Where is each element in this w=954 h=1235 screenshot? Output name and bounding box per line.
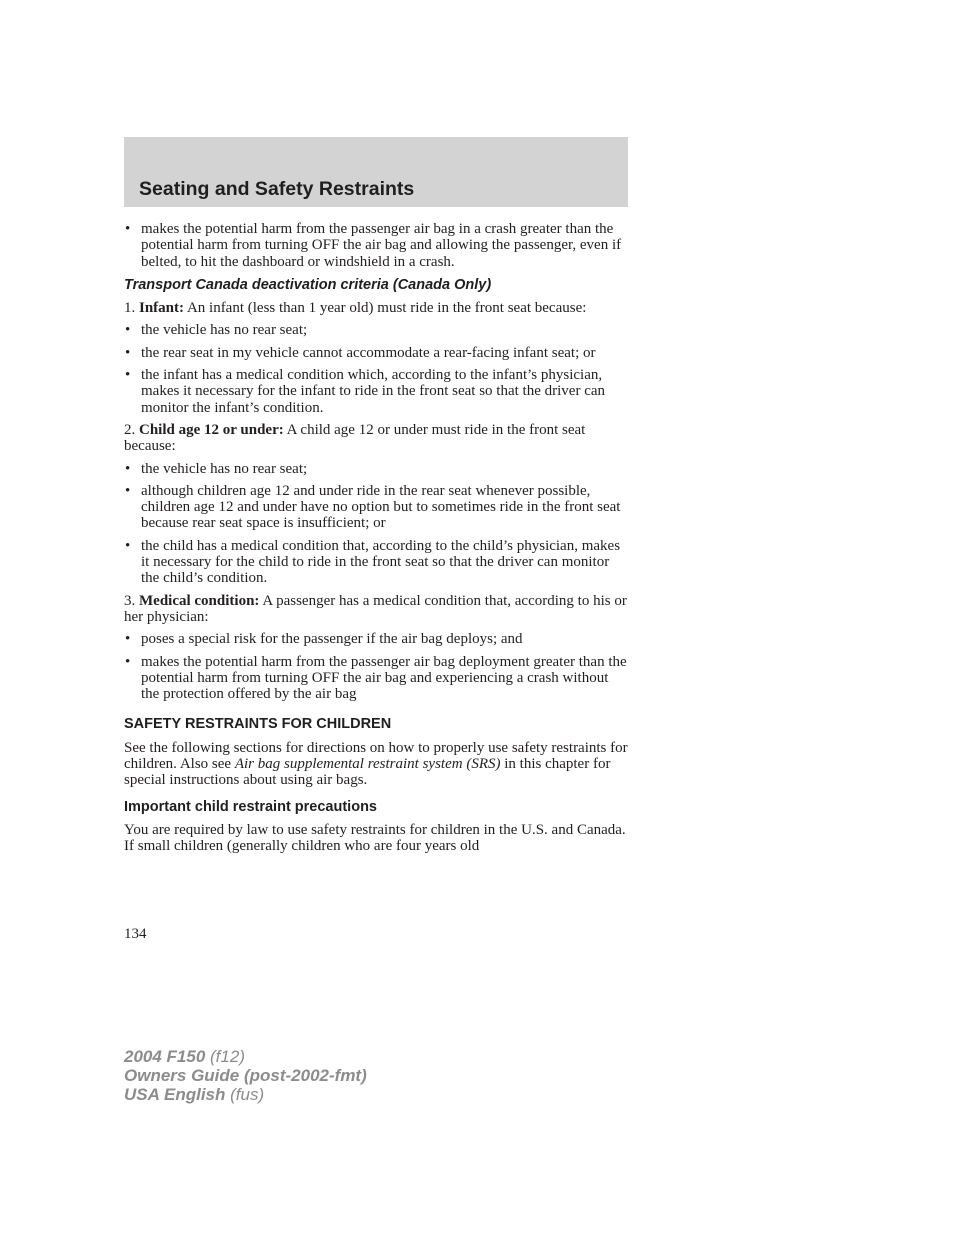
footer-guide: Owners Guide (post-2002-fmt) (124, 1066, 367, 1085)
item-label: Infant: (139, 300, 185, 317)
footer-language: USA English (124, 1085, 226, 1104)
cross-reference-link: Air bag supplemental restraint system (SRS) (234, 756, 501, 773)
list-item (124, 221, 628, 270)
bullet-icon: • (125, 653, 131, 670)
page-number: 134 (124, 926, 147, 942)
paragraph-children (124, 740, 628, 789)
list-item-text: the vehicle has no rear seat; (141, 322, 308, 339)
footer-language-code: (fus) (225, 1085, 265, 1104)
header-band (124, 137, 628, 207)
numbered-item-infant (124, 300, 628, 316)
section-heading-children: SAFETY RESTRAINTS FOR CHILDREN (124, 716, 392, 733)
list-item-text: the vehicle has no rear seat; (141, 460, 308, 477)
section-heading-precautions: Important child restraint precautions (124, 798, 377, 815)
footer-line-language (124, 1085, 367, 1104)
bullet-icon: • (125, 322, 131, 339)
item-text: A passenger has a medical condition that, according to his or her physician: (124, 592, 627, 625)
item-text: An infant (less than 1 year old) must ride in the front seat because: (184, 300, 587, 317)
list-item (124, 461, 628, 477)
list-item-text: the rear seat in my vehicle cannot accommodate a rear-facing infant seat; or (141, 344, 596, 361)
item-label: Child age 12 or under: (139, 421, 284, 438)
footer-model: 2004 F150 (124, 1047, 206, 1066)
bullet-icon: • (125, 221, 131, 237)
paragraph-text: See the following sections for directions on how to properly use safety restraints for children. Also see (124, 739, 628, 773)
list-item-text: poses a special risk for the passenger if the air bag deploys; and (141, 631, 523, 648)
footer-line-model (124, 1047, 367, 1066)
list-item (124, 654, 628, 703)
bullet-icon: • (125, 631, 131, 648)
item-text: A child age 12 or under must ride in the front seat because: (124, 421, 586, 455)
footer-line-guide (124, 1066, 367, 1085)
list-item (124, 538, 628, 587)
item-label: Medical condition: (139, 592, 260, 609)
paragraph-precautions: You are required by law to use safety restraints for children in the U.S. and Canada. If small children (generally children who are four years old (124, 821, 626, 855)
item-number: 2. (124, 421, 136, 438)
bullet-icon: • (125, 367, 131, 384)
paragraph-text: in this chapter for special instructions about using air bags. (124, 756, 611, 789)
document-footer (124, 1047, 367, 1104)
list-item (124, 631, 628, 647)
item-number: 3. (124, 592, 136, 609)
bullet-icon: • (125, 482, 131, 499)
page-title: Seating and Safety Restraints (139, 178, 415, 200)
list-item (124, 322, 628, 338)
list-item-text: makes the potential harm from the passenger air bag deployment greater than the potential harm from turning OFF the air bag and experiencing a crash without the protection offered by the air bag (141, 653, 627, 703)
bullet-icon: • (125, 344, 131, 361)
bullet-icon: • (125, 460, 131, 477)
list-item (124, 345, 628, 361)
item-number: 1. (124, 300, 136, 317)
list-item (124, 367, 628, 416)
numbered-item-child (124, 422, 628, 455)
numbered-item-medical (124, 593, 628, 626)
list-item-text: although children age 12 and under ride in the rear seat whenever possible, children age 12 and under have no option but to sometimes ride in the front seat because rear seat space is insufficient; or (141, 482, 621, 532)
footer-code: (f12) (205, 1047, 245, 1066)
bullet-icon: • (125, 537, 131, 554)
list-item-text: the child has a medical condition that, according to the child’s physician, makes it necessary for the child to ride in the front seat so that the driver can monitor the child’s condition. (141, 537, 621, 587)
list-item-text: makes the potential harm from the passenger air bag in a crash greater than the potential harm from turning OFF the air bag and allowing the passenger, even if belted, to hit the dashboard or windshield in a crash. (141, 221, 622, 270)
list-item (124, 483, 628, 532)
section-heading-canada: Transport Canada deactivation criteria (Canada Only) (124, 276, 492, 293)
list-item-text: the infant has a medical condition which, according to the infant’s physician, makes it necessary for the infant to ride in the front seat so that the driver can monitor the infant’s condition. (141, 367, 606, 416)
main-content (124, 221, 628, 861)
